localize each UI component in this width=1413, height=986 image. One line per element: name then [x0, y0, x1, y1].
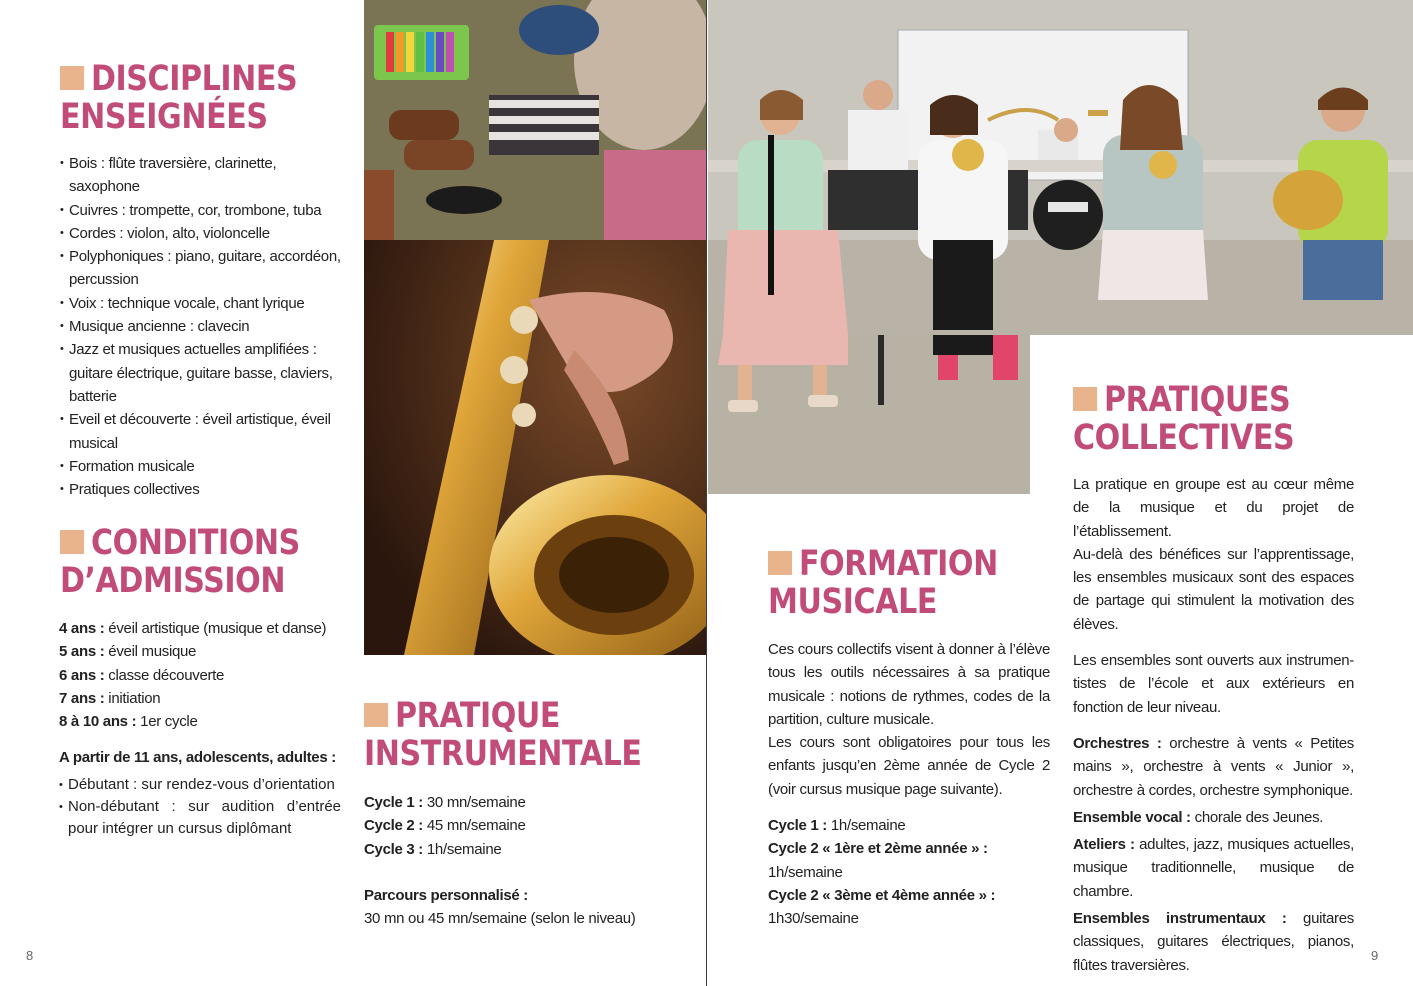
- cycle-row: Cycle 1 : 1h/semaine: [768, 817, 906, 834]
- age-row: 8 à 10 ans : 1er cycle: [59, 713, 198, 731]
- adults-title: A partir de 11 ans, adolescents, adultes :: [59, 749, 336, 766]
- formation-title-line1: FORMATION: [798, 544, 998, 584]
- collectives-title-line2: COLLECTIVES: [1073, 418, 1295, 458]
- admission-ages: [59, 617, 344, 733]
- formation-para2: Les cours sont obligatoires pour tous les enfants jusqu’en 2ème année de Cycle 2 (voir cursus musique page suivante).: [768, 734, 1050, 798]
- list-item: • Cordes : violon, alto, violoncelle: [60, 222, 345, 245]
- orange-square-marker-icon: [60, 530, 84, 554]
- formation-title-line2: MUSICALE: [768, 582, 937, 622]
- formation-cycles: [768, 814, 1068, 930]
- list-item: • Eveil et découverte : éveil artistique, éveil musical: [60, 408, 345, 455]
- page-number-left: 8: [26, 948, 34, 963]
- list-item: • Voix : technique vocale, chant lyrique: [60, 292, 345, 315]
- cycle-row: Cycle 3 : 1h/semaine: [364, 840, 502, 858]
- formation-text: [768, 638, 1050, 801]
- cycle-row-label: Cycle 2 « 3ème et 4ème année » :: [768, 886, 996, 904]
- instrumentale-title-line1: PRATIQUE: [394, 696, 561, 736]
- instrumentale-cycles: [364, 791, 684, 930]
- orange-square-marker-icon: [364, 703, 388, 727]
- list-item: • Cuivres : trompette, cor, trombone, tuba: [60, 199, 345, 222]
- disciplines-heading: [60, 60, 297, 136]
- collectives-para2: Au-delà des bénéfices sur l’apprentissage, les ensembles musicaux sont des espaces de partage qui stimulent la motivation des élèves.: [1073, 545, 1354, 633]
- vocal-para: Ensemble vocal : chorale des Jeunes.: [1073, 808, 1324, 826]
- admission-heading: [60, 524, 300, 600]
- age-row: 4 ans : éveil artistique (musique et danse): [59, 620, 327, 637]
- children-xylophone-photo: [364, 0, 707, 240]
- orange-square-marker-icon: [60, 66, 84, 90]
- list-item: • Formation musicale: [60, 455, 345, 478]
- collectives-heading: [1073, 381, 1294, 457]
- children-orchestra-photo-lower: [708, 335, 1030, 494]
- list-item: • Non-débutant : sur audition d’entrée pour intégrer un cursus diplômant: [59, 796, 341, 840]
- instrumentale-heading: [364, 697, 642, 773]
- list-item: • Débutant : sur rendez-vous d’orientation: [59, 774, 341, 796]
- adults-list: [59, 774, 341, 840]
- disciplines-title-line1: DISCIPLINES: [90, 59, 298, 99]
- saxophone-photo: [364, 240, 707, 655]
- page-number-right: 9: [1371, 948, 1379, 963]
- disciplines-title-line2: ENSEIGNÉES: [60, 97, 268, 137]
- ateliers-para: Ateliers : adultes, jazz, musiques actuelles, musique traditionnelle, musique de chambre.: [1073, 836, 1354, 900]
- admission-title-line1: CONDITIONS: [90, 523, 300, 563]
- orange-square-marker-icon: [768, 551, 792, 575]
- orchestres-para: Orchestres : orchestre à vents « Petites mains », orchestre à vents « Junior », orchestre à cordes, orchestre symphonique.: [1073, 734, 1355, 799]
- collectives-text: [1073, 473, 1354, 977]
- admission-title-line2: D’ADMISSION: [60, 561, 286, 601]
- instrumentaux-para: Ensembles instrumentaux : guitares classiques, guitares électriques, pianos, flûtes traversières.: [1073, 910, 1354, 974]
- cycle-row: Cycle 2 : 45 mn/semaine: [364, 817, 526, 835]
- age-row: 5 ans : éveil musique: [59, 643, 197, 661]
- cycle-row-value: 1h/semaine: [768, 863, 843, 881]
- cycle-row-label: Cycle 2 « 1ère et 2ème année » :: [768, 840, 988, 858]
- list-item: • Jazz et musiques actuelles amplifiées : guitare électrique, guitare basse, claviers, batterie: [60, 338, 345, 408]
- list-item: • Pratiques collectives: [60, 478, 345, 501]
- list-item: • Bois : flûte traversière, clarinette, saxophone: [60, 152, 345, 199]
- right-page: [707, 0, 1413, 986]
- parcours-label: Parcours personnalisé :: [364, 886, 528, 904]
- collectives-title-line1: PRATIQUES: [1103, 380, 1291, 420]
- collectives-para1: La pratique en groupe est au cœur même de la musique et du projet de l’établissement.: [1073, 476, 1354, 540]
- instrumentale-title-line2: INSTRUMENTALE: [364, 734, 642, 774]
- parcours-value: 30 mn ou 45 mn/semaine (selon le niveau): [364, 910, 636, 928]
- children-orchestra-photo: [708, 0, 1413, 335]
- orange-square-marker-icon: [1073, 387, 1097, 411]
- age-row: 6 ans : classe découverte: [59, 666, 225, 684]
- cycle-row-value: 1h30/semaine: [768, 910, 859, 928]
- list-item: • Musique ancienne : clavecin: [60, 315, 345, 338]
- formation-heading: [768, 545, 998, 621]
- list-item: • Polyphoniques : piano, guitare, accordéon, percussion: [60, 245, 345, 292]
- formation-para1: Ces cours collectifs visent à donner à l’élève tous les outils nécessaires à sa pratique musicale : notions de rythmes, codes de la partition, culture musicale.: [768, 641, 1050, 728]
- cycle-row: Cycle 1 : 30 mn/semaine: [364, 794, 526, 811]
- collectives-para3: Les ensembles sont ouverts aux instrumen-tistes de l’école et aux extérieurs en fonction de leur niveau.: [1073, 652, 1354, 716]
- age-row: 7 ans : initiation: [59, 689, 161, 707]
- disciplines-list: [60, 152, 345, 501]
